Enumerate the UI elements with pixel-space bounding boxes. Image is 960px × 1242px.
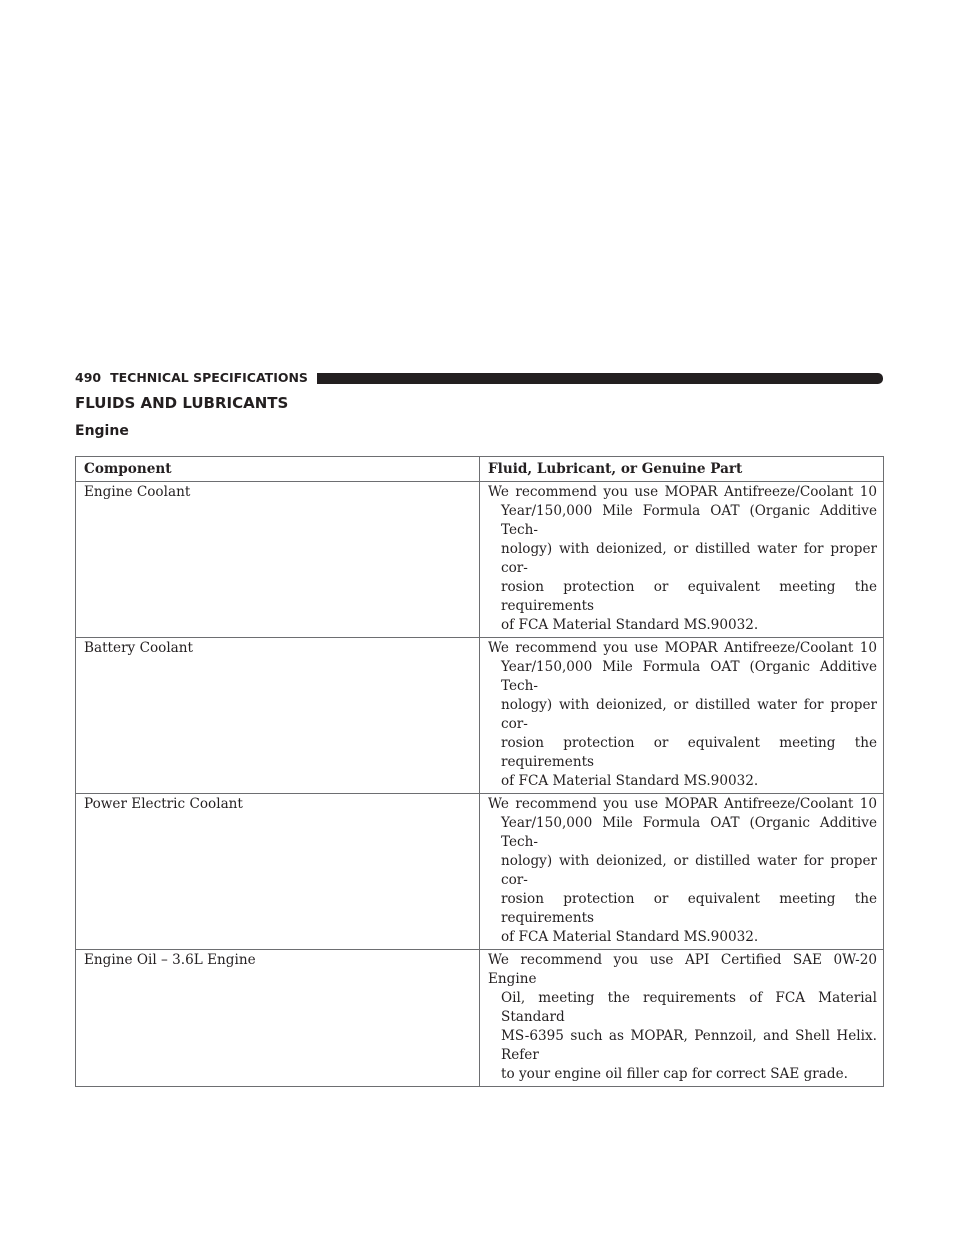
description-line: Year/150,000 Mile Formula OAT (Organic Additive Tech- (501, 659, 877, 694)
description-line: nology) with deionized, or distilled water for proper cor- (501, 853, 877, 888)
description-line: nology) with deionized, or distilled water for proper cor- (501, 697, 877, 732)
description-line: We recommend you use API Certified SAE 0W-20 Engine (488, 952, 877, 987)
description-line: Oil, meeting the requirements of FCA Material Standard (501, 990, 877, 1025)
description-line: to your engine oil filler cap for correct SAE grade. (501, 1066, 848, 1082)
column-header-fluid: Fluid, Lubricant, or Genuine Part (480, 457, 884, 482)
page-number: 490 (75, 370, 102, 385)
description-line: MS-6395 such as MOPAR, Pennzoil, and Shell Helix. Refer (501, 1028, 877, 1063)
fluids-table (75, 456, 884, 1087)
page-title: FLUIDS AND LUBRICANTS (75, 394, 289, 412)
table-row (76, 638, 884, 794)
fluid-description-cell (480, 794, 884, 950)
column-header-component: Component (76, 457, 480, 482)
fluid-description-cell (480, 950, 884, 1087)
description-line: Year/150,000 Mile Formula OAT (Organic Additive Tech- (501, 815, 877, 850)
table-row (76, 950, 884, 1087)
fluid-description-cell (480, 482, 884, 638)
table-row (76, 794, 884, 950)
description-line: We recommend you use MOPAR Antifreeze/Coolant 10 (488, 796, 877, 812)
fluid-description-cell (480, 638, 884, 794)
table-row (76, 482, 884, 638)
description-line: We recommend you use MOPAR Antifreeze/Coolant 10 (488, 484, 877, 500)
description-line: We recommend you use MOPAR Antifreeze/Coolant 10 (488, 640, 877, 656)
section-subtitle: Engine (75, 423, 129, 439)
description-line: Year/150,000 Mile Formula OAT (Organic Additive Tech- (501, 503, 877, 538)
table-header-row (76, 457, 884, 482)
description-line: rosion protection or equivalent meeting the requirements (501, 579, 877, 614)
component-cell: Battery Coolant (76, 638, 480, 794)
description-line: of FCA Material Standard MS.90032. (501, 773, 759, 789)
component-cell: Engine Oil – 3.6L Engine (76, 950, 480, 1087)
description-line: nology) with deionized, or distilled water for proper cor- (501, 541, 877, 576)
component-cell: Power Electric Coolant (76, 794, 480, 950)
description-line: rosion protection or equivalent meeting the requirements (501, 891, 877, 926)
description-line: of FCA Material Standard MS.90032. (501, 617, 759, 633)
description-line: of FCA Material Standard MS.90032. (501, 929, 759, 945)
component-cell: Engine Coolant (76, 482, 480, 638)
page-header (75, 370, 883, 386)
header-rule (317, 373, 883, 384)
table-body (76, 482, 884, 1087)
section-label: TECHNICAL SPECIFICATIONS (110, 370, 308, 385)
description-line: rosion protection or equivalent meeting the requirements (501, 735, 877, 770)
